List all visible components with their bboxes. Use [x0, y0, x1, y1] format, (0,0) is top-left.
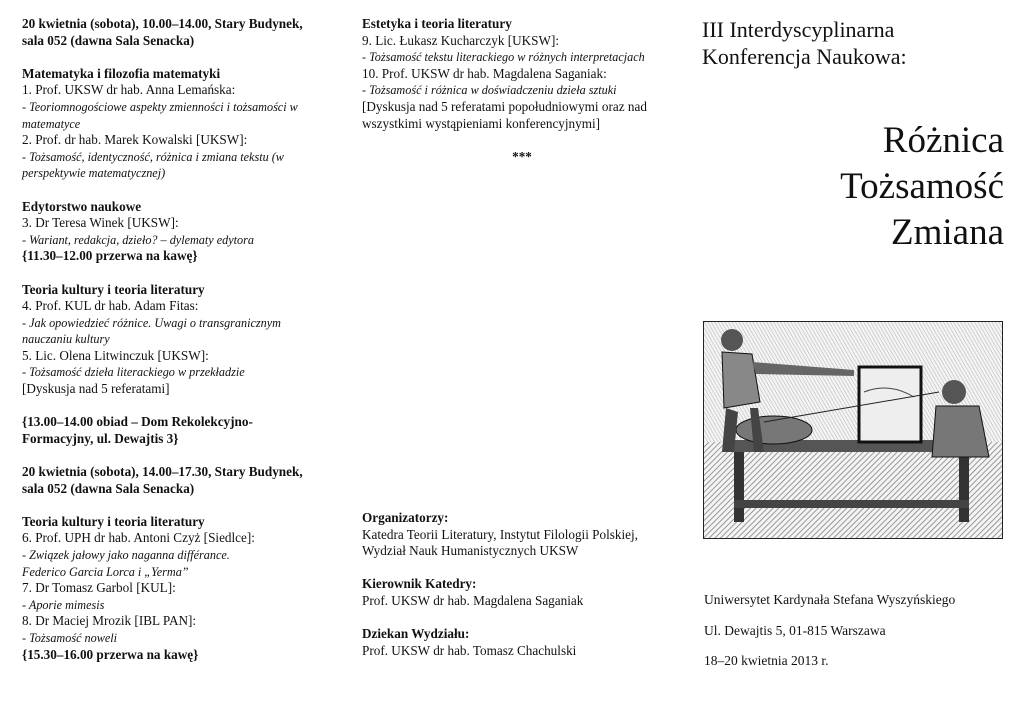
conference-line-2: Konferencja Naukowa:	[702, 44, 907, 69]
talk-title: - Wariant, redakcja, dzieło? – dylematy edytora	[22, 232, 254, 247]
spacer	[362, 132, 682, 149]
talk-title: - Teoriomnogościowe aspekty zmienności i tożsamości w matematyce	[22, 99, 298, 131]
program-line: 3. Dr Teresa Winek [UKSW]:	[22, 215, 179, 231]
section-heading: Dziekan Wydziału:	[362, 626, 470, 642]
spacer	[22, 398, 322, 415]
spacer	[22, 447, 322, 464]
section-heading: 20 kwietnia (sobota), 14.00–17.30, Stary Budynek, sala 052 (dawna Sala Senacka)	[22, 464, 303, 496]
talk-title: - Tożsamość noweli	[22, 630, 118, 645]
title-line-2: Tożsamość	[840, 166, 1004, 207]
talk-title: Federico Garcia Lorca i „Yerma”	[22, 564, 189, 579]
conference-line-1: III Interdyscyplinarna	[702, 17, 895, 42]
section-heading: 20 kwietnia (sobota), 10.00–14.00, Stary Budynek, sala 052 (dawna Sala Senacka)	[22, 16, 303, 48]
title-line-3: Zmiana	[890, 212, 1004, 253]
cover-panel	[702, 16, 1008, 256]
section-heading: Kierownik Katedry:	[362, 576, 477, 592]
spacer	[362, 610, 682, 627]
program-column-left	[22, 16, 322, 663]
spacer	[22, 49, 322, 66]
program-line: [Dyskusja nad 5 referatami]	[22, 381, 170, 397]
program-line: 1. Prof. UKSW dr hab. Anna Lemańska:	[22, 82, 236, 98]
program-line: 6. Prof. UPH dr hab. Antoni Czyż [Siedlce]:	[22, 530, 255, 546]
program-line: 9. Lic. Łukasz Kucharczyk [UKSW]:	[362, 32, 560, 48]
program-line: Prof. UKSW dr hab. Magdalena Saganiak	[362, 592, 584, 608]
program-line: 5. Lic. Olena Litwinczuk [UKSW]:	[22, 347, 209, 363]
section-heading: Estetyka i teoria literatury	[362, 16, 512, 31]
talk-title: - Jak opowiedzieć różnice. Uwagi o transgranicznym nauczaniu kultury	[22, 315, 281, 347]
section-heading: Teoria kultury i teoria literatury	[22, 513, 205, 529]
spacer	[22, 265, 322, 282]
section-heading: {15.30–16.00 przerwa na kawę}	[22, 646, 199, 662]
address: Ul. Dewajtis 5, 01-815 Warszawa	[704, 622, 886, 638]
section-heading: {13.00–14.00 obiad – Dom Rekolekcyjno-Formacyjny, ul. Dewajtis 3}	[22, 414, 253, 446]
conference-dates: 18–20 kwietnia 2013 r.	[704, 653, 829, 668]
talk-title: - Związek jałowy jako naganna différance.	[22, 548, 230, 562]
talk-title: - Tożsamość i różnica w doświadczeniu dzieła sztuki	[362, 83, 617, 98]
title-line-1: Różnica	[882, 120, 1004, 161]
program-line: Prof. UKSW dr hab. Tomasz Chachulski	[362, 642, 577, 658]
spacer	[22, 497, 322, 514]
talk-title: - Aporie mimesis	[22, 597, 105, 612]
durer-engraving-illustration	[703, 321, 1003, 539]
organizers-section	[362, 510, 682, 659]
program-line: 2. Prof. dr hab. Marek Kowalski [UKSW]:	[22, 132, 248, 148]
talk-title: - Tożsamość, identyczność, różnica i zmiana tekstu (w perspektywie matematycznej)	[22, 149, 284, 181]
program-line: 8. Dr Maciej Mrozik [IBL PAN]:	[22, 613, 197, 629]
program-column-middle	[362, 16, 682, 165]
talk-title: - Tożsamość tekstu literackiego w różnych interpretacjach	[362, 50, 645, 65]
section-heading: Edytorstwo naukowe	[22, 198, 142, 214]
spacer	[362, 560, 682, 577]
university-name: Uniwersytet Kardynała Stefana Wyszyńskiego	[704, 592, 956, 607]
separator: ***	[512, 148, 532, 164]
section-heading: {11.30–12.00 przerwa na kawę}	[22, 248, 198, 264]
spacer	[22, 182, 322, 199]
program-line: 7. Dr Tomasz Garbol [KUL]:	[22, 580, 176, 596]
section-heading: Teoria kultury i teoria literatury	[22, 281, 205, 297]
talk-title: - Tożsamość dzieła literackiego w przekładzie	[22, 365, 245, 380]
program-line: 4. Prof. KUL dr hab. Adam Fitas:	[22, 298, 199, 314]
program-line: 10. Prof. UKSW dr hab. Magdalena Saganiak:	[362, 65, 607, 81]
section-heading: Matematyka i filozofia matematyki	[22, 65, 221, 81]
program-line: [Dyskusja nad 5 referatami popołudniowymi oraz nad wszystkimi wystąpieniami konferencyjnymi]	[362, 98, 647, 131]
engraving-drawing	[704, 322, 1002, 538]
section-heading: Organizatorzy:	[362, 510, 449, 525]
program-line: Katedra Teorii Literatury, Instytut Filologii Polskiej, Wydział Nauk Humanistycznych UKSW	[362, 526, 638, 559]
cover-footer	[704, 592, 1004, 684]
conference-title	[702, 118, 1008, 256]
